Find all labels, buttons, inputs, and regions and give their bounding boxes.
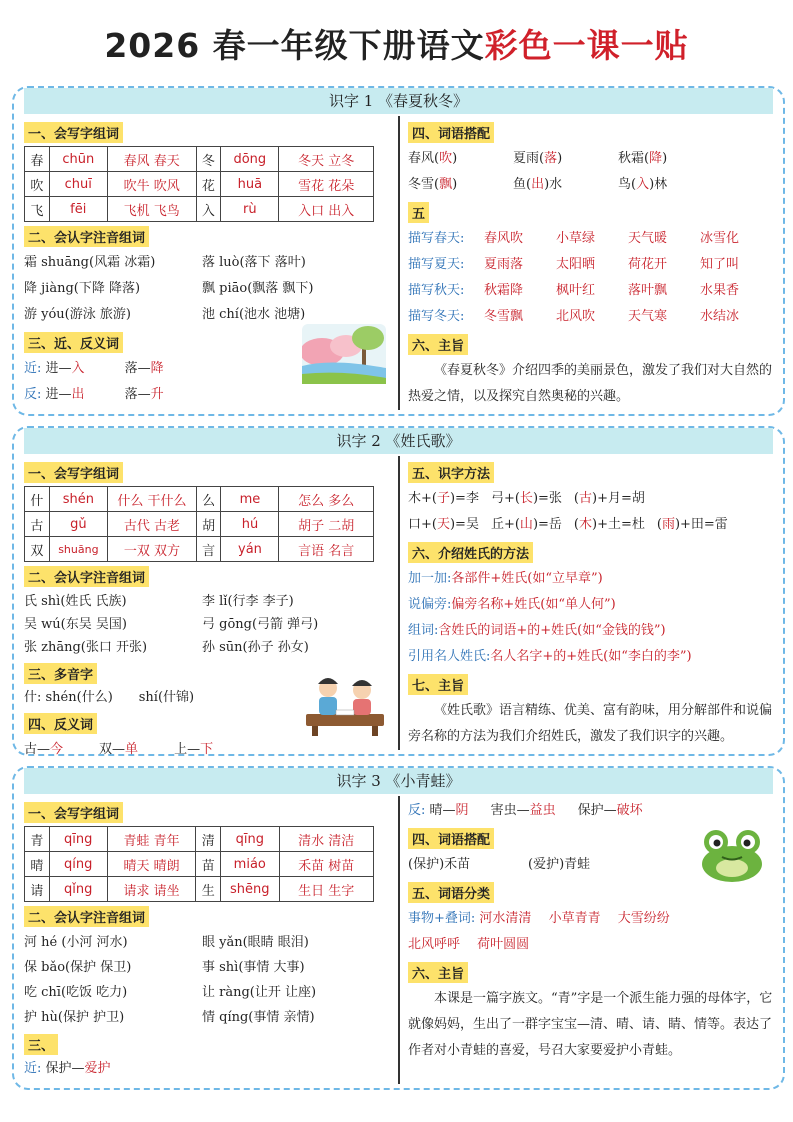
method-label: 加一加: [408, 571, 452, 586]
title-colored: 彩色一课一贴 [484, 26, 689, 65]
lesson-3-title: 识字 3 《小青蛙》 [24, 768, 773, 794]
describe-item: 水结冰 [700, 309, 740, 324]
collocation: 鱼(出)水 [513, 177, 563, 192]
table-cell-words: 青蛙 青年 [107, 827, 196, 852]
children-reading-illustration [302, 670, 388, 736]
syn-answer: 入 [71, 361, 85, 376]
method-part: )+土=杜 [592, 517, 645, 532]
table-cell-pinyin: huā [221, 172, 279, 197]
divider [398, 116, 400, 410]
table-cell-char: 胡 [196, 512, 221, 537]
describe-row [408, 252, 776, 278]
table-cell-pinyin: qíng [49, 852, 107, 877]
lesson-3-left [24, 798, 394, 1088]
syn-label: 近: [24, 361, 42, 376]
table-cell-char: 花 [196, 172, 221, 197]
method-part: )=岳 [532, 517, 562, 532]
section-heading: 六、介绍姓氏的方法 [408, 542, 533, 563]
recognize-list [24, 250, 394, 328]
table-row [25, 487, 374, 512]
describe-item: 冬雪飘 [484, 309, 524, 324]
ant-answer: 出 [71, 387, 85, 402]
describe-row [408, 304, 776, 330]
surname-method [408, 566, 776, 592]
table-cell-pinyin: chuī [49, 172, 107, 197]
section-heading: 二、会认字注音组词 [24, 566, 149, 587]
divider [398, 456, 400, 750]
section-heading: 七、主旨 [408, 674, 468, 695]
table-cell-char: 苗 [196, 852, 221, 877]
collocation: 夏雨(落) [513, 151, 563, 166]
method-part: 弓+( [490, 491, 520, 506]
collocation-row [408, 172, 776, 198]
list-item [24, 590, 394, 613]
table-cell-char: 青 [25, 827, 50, 852]
table-cell-char: 吹 [25, 172, 50, 197]
table-cell-pinyin: qīng [221, 827, 279, 852]
table-cell-words: 雪花 花朵 [279, 172, 374, 197]
table-cell-words: 吹牛 吹风 [107, 172, 196, 197]
write-words-table [24, 826, 374, 902]
describe-item: 水果香 [700, 283, 740, 298]
section-heading: 三、 [24, 1034, 58, 1055]
method-label: 引用名人姓氏: [408, 649, 491, 664]
section-heading: 三、近、反义词 [24, 332, 123, 353]
describe-item: 枫叶红 [556, 283, 596, 298]
recog-word: 降 jiàng(下降 降落) [24, 281, 141, 296]
table-cell-words: 生日 生字 [279, 877, 374, 902]
ant-label: 反: [24, 387, 42, 402]
polyphone-line: 什: shén(什么) shí(什锦) [24, 690, 195, 705]
recog-word: 吃 chī(吃饭 吃力) [24, 985, 128, 1000]
table-row [25, 172, 374, 197]
method-part: 天 [436, 517, 450, 532]
antonyms-line: 反: 晴—阴 害虫—益虫 保护—破坏 [408, 803, 643, 818]
table-cell-words: 古代 古老 [108, 512, 197, 537]
table-cell-words: 冬天 立冬 [279, 147, 374, 172]
describe-label: 描写冬天: [408, 309, 465, 324]
list-item [24, 250, 394, 276]
list-item [24, 636, 394, 659]
classify-line: 事物+叠词: 河水清清 小草青青 大雪纷纷 [408, 911, 670, 926]
section-heading: 三、多音字 [24, 663, 97, 684]
table-cell-words: 一双 双方 [108, 537, 197, 562]
divider [398, 796, 400, 1084]
method-part: )=李 [449, 491, 479, 506]
recog-word: 保 bǎo(保护 保卫) [24, 960, 132, 975]
method-line [408, 512, 776, 538]
collocation-row [408, 146, 776, 172]
recog-word: 游 yóu(游泳 旅游) [24, 307, 131, 322]
page-title [0, 20, 793, 67]
method-part: )=吴 [449, 517, 479, 532]
method-part: ( [656, 517, 662, 532]
section-heading: 四、词语搭配 [408, 122, 494, 143]
classify-line: 北风呼呼 荷叶圆圆 [408, 937, 530, 952]
table-cell-words: 怎么 多么 [279, 487, 374, 512]
lesson-1-left [24, 118, 394, 414]
table-cell-pinyin: shuāng [49, 537, 107, 562]
recog-word: 弓 gōng(弓箭 弹弓) [202, 617, 319, 632]
table-cell-pinyin: shén [49, 487, 107, 512]
method-part: 丘+( [490, 517, 520, 532]
describe-item: 秋霜降 [484, 283, 524, 298]
table-row [25, 827, 374, 852]
lesson-1-right [408, 118, 776, 414]
recog-word: 张 zhāng(张口 开张) [24, 640, 148, 655]
collocation: 春风(吹) [408, 151, 458, 166]
write-words-table [24, 486, 374, 562]
surname-methods [408, 566, 776, 670]
table-cell-char: 冬 [196, 147, 221, 172]
surname-method [408, 618, 776, 644]
recog-word: 吴 wú(东吴 吴国) [24, 617, 127, 632]
table-cell-char: 言 [196, 537, 221, 562]
describe-item: 北风吹 [556, 309, 596, 324]
table-cell-words: 什么 干什么 [108, 487, 197, 512]
table-cell-char: 清 [196, 827, 221, 852]
describe-label: 描写夏天: [408, 257, 465, 272]
synonyms-line: 近: 保护—爱护 [24, 1061, 111, 1076]
table-row [25, 147, 374, 172]
table-cell-pinyin: chūn [49, 147, 107, 172]
theme-text: 《春夏秋冬》介绍四季的美丽景色，激发了我们对大自然的热爱之情，以及探究自然奥秘的兴趣。 [408, 363, 773, 404]
landscape-illustration [302, 324, 386, 384]
section-heading: 五、词语分类 [408, 882, 494, 903]
describe-label: 描写春天: [408, 231, 465, 246]
list-item [24, 1005, 394, 1030]
recog-word: 河 hé (小河 河水) [24, 935, 128, 950]
section-heading: 六、主旨 [408, 334, 468, 355]
table-cell-char: 入 [196, 197, 221, 222]
table-cell-pinyin: hú [221, 512, 279, 537]
method-part: )=张 [532, 491, 562, 506]
table-cell-char: 生 [196, 877, 221, 902]
table-row [25, 852, 374, 877]
table-row [25, 877, 374, 902]
table-cell-pinyin: dōng [221, 147, 279, 172]
collocation: 秋霜(降) [618, 151, 668, 166]
list-item [24, 613, 394, 636]
syn-word: 落— [124, 361, 151, 376]
describe-item: 太阳晒 [556, 257, 596, 272]
describe-label: 描写秋天: [408, 283, 465, 298]
syn-answer: 降 [150, 361, 164, 376]
method-part: 木 [578, 517, 592, 532]
table-cell-char: 双 [25, 537, 50, 562]
method-label: 组词: [408, 623, 439, 638]
table-cell-pinyin: rù [221, 197, 279, 222]
table-cell-pinyin: qǐng [49, 877, 107, 902]
describe-item: 落叶飘 [628, 283, 668, 298]
surname-method [408, 644, 776, 670]
method-part: )+月=胡 [592, 491, 645, 506]
describe-seasons [408, 226, 776, 330]
table-cell-char: 古 [25, 512, 50, 537]
method-text: 各部件+姓氏(如“立早章”) [451, 571, 603, 586]
method-text: 含姓氏的词语+的+姓氏(如“金钱的钱”) [438, 623, 666, 638]
recog-word: 眼 yǎn(眼睛 眼泪) [202, 935, 309, 950]
recog-word: 李 lǐ(行李 李子) [202, 594, 294, 609]
describe-row [408, 278, 776, 304]
table-cell-words: 言语 名言 [279, 537, 374, 562]
list-item [24, 276, 394, 302]
method-text: 偏旁名称+姓氏(如“单人何”) [451, 597, 616, 612]
table-cell-pinyin: qīng [49, 827, 107, 852]
table-cell-pinyin: yán [221, 537, 279, 562]
frog-illustration [694, 824, 770, 884]
table-cell-char: 么 [196, 487, 221, 512]
describe-item: 天气寒 [628, 309, 668, 324]
describe-item: 冰雪化 [700, 231, 740, 246]
write-words-table [24, 146, 374, 222]
describe-item: 小草绿 [556, 231, 596, 246]
describe-item: 荷花开 [628, 257, 668, 272]
recognize-list [24, 930, 394, 1030]
table-cell-words: 禾苗 树苗 [279, 852, 374, 877]
surname-method [408, 592, 776, 618]
method-part: ( [573, 517, 579, 532]
lesson-2-right [408, 458, 776, 754]
table-cell-words: 胡子 二胡 [279, 512, 374, 537]
table-cell-words: 入口 出入 [279, 197, 374, 222]
table-cell-pinyin: shēng [221, 877, 279, 902]
section-heading: 四、反义词 [24, 713, 97, 734]
recog-word: 孙 sūn(孙子 孙女) [202, 640, 309, 655]
method-part: ( [573, 491, 579, 506]
recog-word: 霜 shuāng(风霜 冰霜) [24, 255, 156, 270]
recog-word: 氏 shì(姓氏 氏族) [24, 594, 127, 609]
describe-row [408, 226, 776, 252]
table-cell-words: 飞机 飞鸟 [107, 197, 196, 222]
method-part: 雨 [661, 517, 675, 532]
lesson-2-left [24, 458, 394, 757]
section-heading: 一、会写字组词 [24, 462, 123, 483]
describe-item: 夏雨落 [484, 257, 524, 272]
lesson-1-panel [12, 86, 785, 416]
table-row [25, 197, 374, 222]
table-cell-words: 请求 请坐 [107, 877, 196, 902]
table-cell-pinyin: miáo [221, 852, 279, 877]
list-item [24, 980, 394, 1005]
theme-text: 本课是一篇字族文。“青”字是一个派生能力强的母体字，它就像妈妈，生出了一群字宝宝—清、晴、请、睛、情等。表达了作者对小青蛙的喜爱，号召大家要爱护小青蛙。 [408, 991, 773, 1058]
method-label: 说偏旁: [408, 597, 452, 612]
lesson-2-panel [12, 426, 785, 756]
table-cell-pinyin: fēi [49, 197, 107, 222]
section-heading: 五、识字方法 [408, 462, 494, 483]
table-cell-words: 晴天 晴朗 [107, 852, 196, 877]
section-heading: 一、会写字组词 [24, 122, 123, 143]
method-part: 山 [519, 517, 533, 532]
recog-word: 让 ràng(让开 让座) [202, 985, 317, 1000]
recog-word: 事 shì(事情 大事) [202, 960, 305, 975]
method-part: 古 [578, 491, 592, 506]
antonyms-line [24, 382, 394, 408]
table-cell-pinyin: gǔ [49, 512, 107, 537]
table-row [25, 512, 374, 537]
table-cell-char: 请 [25, 877, 50, 902]
ant-answer: 升 [150, 387, 164, 402]
syn-word: 进— [45, 361, 72, 376]
table-cell-char: 晴 [25, 852, 50, 877]
collocation: 冬雪(飘) [408, 177, 458, 192]
title-main: 2026 春一年级下册语文 [104, 26, 485, 65]
describe-item: 知了叫 [700, 257, 740, 272]
describe-item: 春风吹 [484, 231, 524, 246]
table-cell-pinyin: me [221, 487, 279, 512]
method-part: 长 [519, 491, 533, 506]
describe-item: 天气暖 [628, 231, 668, 246]
recognize-list [24, 590, 394, 659]
collocation: 鸟(入)林 [618, 177, 668, 192]
method-part: 口+( [408, 517, 437, 532]
method-part: 子 [436, 491, 450, 506]
section-heading: 五 [408, 202, 429, 223]
lesson-1-title: 识字 1 《春夏秋冬》 [24, 88, 773, 114]
lesson-2-title: 识字 2 《姓氏歌》 [24, 428, 773, 454]
recog-word: 落 luò(落下 落叶) [202, 255, 306, 270]
recog-word: 护 hù(保护 护卫) [24, 1010, 125, 1025]
table-cell-words: 清水 清洁 [279, 827, 374, 852]
method-text: 名人名字+的+姓氏(如“李白的李”) [490, 649, 692, 664]
method-line [408, 486, 776, 512]
method-part: 木+( [408, 491, 437, 506]
recog-word: 飘 piāo(飘落 飘下) [202, 281, 314, 296]
collocation: (爱护)青蛙 [528, 857, 591, 872]
list-item [24, 930, 394, 955]
section-heading: 六、主旨 [408, 962, 468, 983]
section-heading: 四、词语搭配 [408, 828, 494, 849]
table-cell-char: 什 [25, 487, 50, 512]
table-cell-words: 春风 春天 [107, 147, 196, 172]
recog-word: 情 qíng(事情 亲情) [202, 1010, 315, 1025]
section-heading: 二、会认字注音组词 [24, 226, 149, 247]
collocation: (保护)禾苗 [408, 857, 471, 872]
table-row [25, 537, 374, 562]
lesson-3-panel [12, 766, 785, 1090]
lesson-3-right [408, 798, 776, 1088]
section-heading: 一、会写字组词 [24, 802, 123, 823]
section-heading: 二、会认字注音组词 [24, 906, 149, 927]
ant-word: 进— [45, 387, 72, 402]
ant-word: 落— [124, 387, 151, 402]
recog-word: 池 chí(池水 池塘) [202, 307, 306, 322]
antonyms-line: 古—今 双—单 上—下 [24, 742, 214, 757]
theme-text: 《姓氏歌》语言精练、优美、富有韵味，用分解部件和说偏旁名称的方法为我们介绍姓氏，激发了我们识字的兴趣。 [408, 703, 773, 744]
method-part: )+田=雷 [674, 517, 728, 532]
table-cell-char: 飞 [25, 197, 50, 222]
table-cell-char: 春 [25, 147, 50, 172]
list-item [24, 955, 394, 980]
